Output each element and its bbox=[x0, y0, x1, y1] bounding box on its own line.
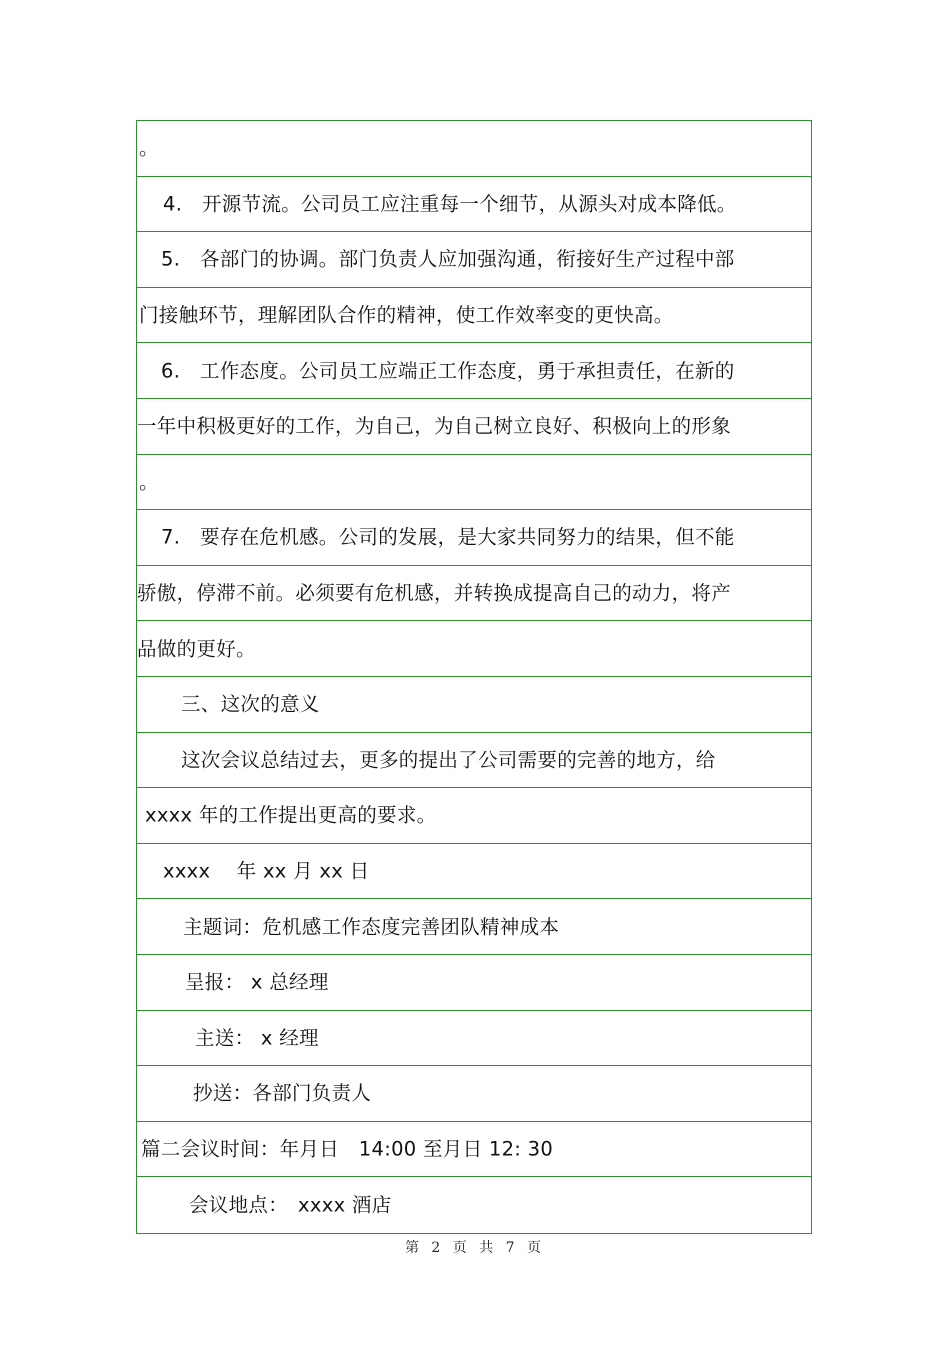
send-to: 主送： x 经理 bbox=[195, 1026, 319, 1050]
text-row bbox=[137, 121, 811, 177]
meeting-location: 会议地点： xxxx 酒店 bbox=[189, 1193, 392, 1217]
line-text: 7. 要存在危机感。公司的发展，是大家共同努力的结果，但不能 bbox=[161, 525, 735, 549]
text-row bbox=[137, 844, 811, 900]
line-text: 。 bbox=[139, 470, 159, 494]
text-row bbox=[137, 733, 811, 789]
text-row bbox=[137, 955, 811, 1011]
text-row bbox=[137, 677, 811, 733]
line-text: 5. 各部门的协调。部门负责人应加强沟通，衔接好生产过程中部 bbox=[161, 247, 735, 271]
text-row bbox=[137, 399, 811, 455]
line-text: 骄傲，停滞不前。必须要有危机感，并转换成提高自己的动力，将产 bbox=[137, 581, 732, 605]
line-text: 。 bbox=[139, 136, 159, 160]
text-row bbox=[137, 177, 811, 233]
copy-to: 抄送：各部门负责人 bbox=[193, 1081, 372, 1105]
text-row bbox=[137, 1122, 811, 1178]
meeting-time: 篇二会议时间：年月日 14:00 至月日 12: 30 bbox=[141, 1137, 554, 1161]
section-heading: 三、这次的意义 bbox=[181, 692, 320, 716]
text-row bbox=[137, 288, 811, 344]
line-text: 4. 开源节流。公司员工应注重每一个细节，从源头对成本降低。 bbox=[163, 192, 737, 216]
line-text: 6. 工作态度。公司员工应端正工作态度，勇于承担责任，在新的 bbox=[161, 358, 735, 382]
line-text: xxxx 年的工作提出更高的要求。 bbox=[145, 803, 437, 827]
text-row bbox=[137, 899, 811, 955]
line-text: 一年中积极更好的工作，为自己，为自己树立良好、积极向上的形象 bbox=[137, 414, 732, 438]
report-to: 呈报： x 总经理 bbox=[185, 970, 329, 994]
text-row bbox=[137, 621, 811, 677]
document-table bbox=[136, 120, 812, 1234]
text-row bbox=[137, 510, 811, 566]
subject-keywords: 主题词：危机感工作态度完善团队精神成本 bbox=[183, 914, 560, 938]
text-row bbox=[137, 455, 811, 511]
line-text: 品做的更好。 bbox=[137, 636, 256, 660]
text-row bbox=[137, 1177, 811, 1233]
page-number-footer: 第 2 页 共 7 页 bbox=[404, 1240, 546, 1256]
text-row bbox=[137, 1066, 811, 1122]
text-row bbox=[137, 788, 811, 844]
text-row bbox=[137, 343, 811, 399]
text-row bbox=[137, 1011, 811, 1067]
line-text: 这次会议总结过去，更多的提出了公司需要的完善的地方，给 bbox=[181, 748, 716, 772]
text-row bbox=[137, 566, 811, 622]
line-text: 门接触环节，理解团队合作的精神，使工作效率变的更快高。 bbox=[139, 303, 674, 327]
text-row bbox=[137, 232, 811, 288]
date-line: xxxx 年 xx 月 xx 日 bbox=[163, 859, 370, 883]
